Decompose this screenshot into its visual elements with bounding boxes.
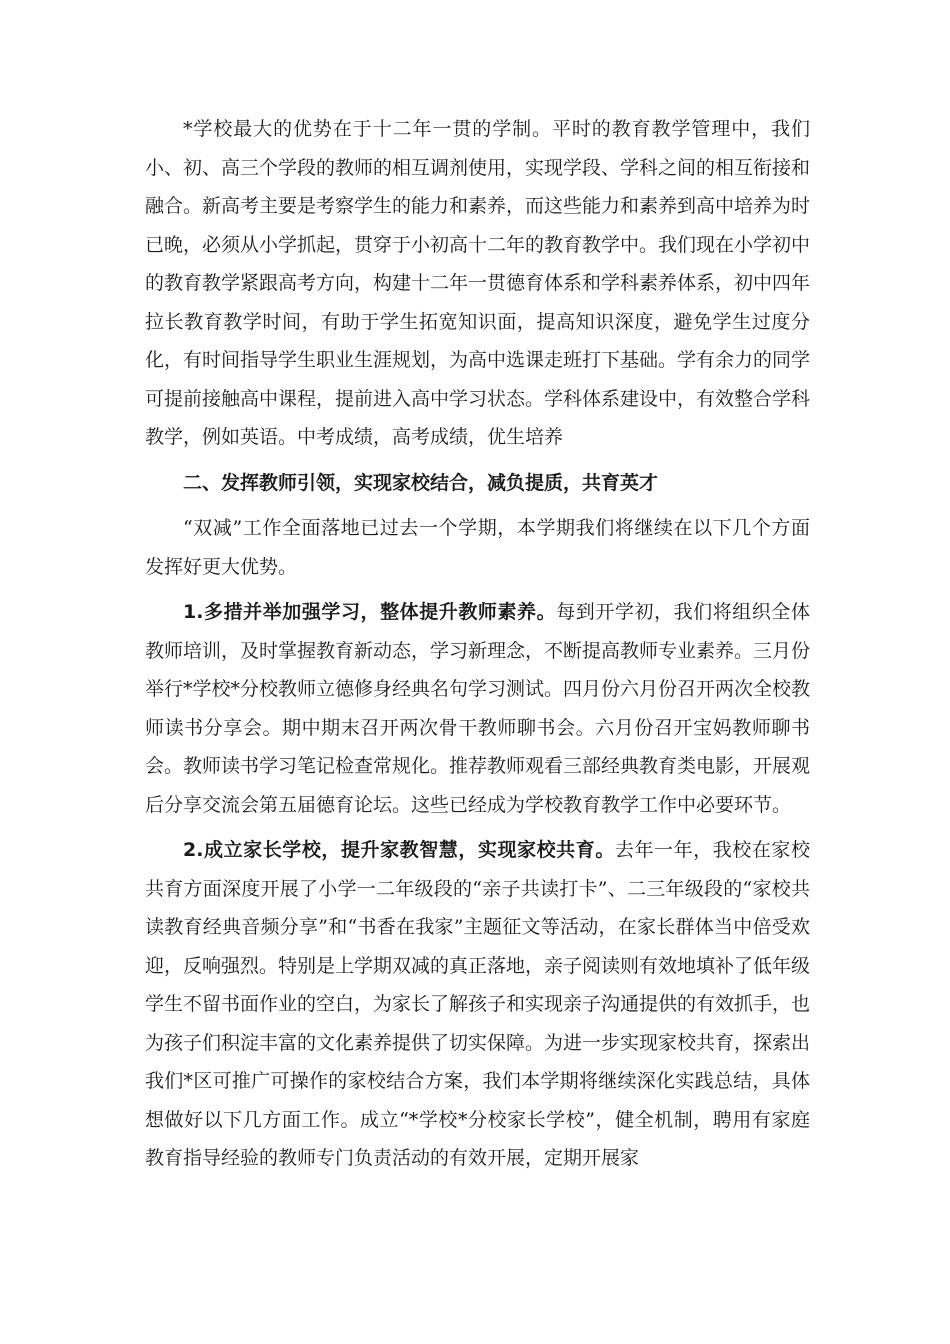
item-2-body: 去年一年，我校在家校共育方面深度开展了小学一二年级段的“亲子共读打卡”、二三年级段的“家校共读教育经典音频分享”和“书香在我家”主题征文等活动，在家长群体当中倍受欢迎，反响强烈。特别是上学期双减的真正落地，亲子阅读则有效地填补了低年级学生不留书面作业的空白，为家长了解孩子和实现亲子沟通提供的有效抓手，也为孩子们积淀丰富的文化素养提供了切实保障。为进一步实现家校共育，探索出我们*区可推广可操作的家校结合方案，我们本学期将继续深化实践总结，具体想做好以下几方面工作。成立“*学校*分校家长学校”，健全机制，聘用有家庭教育指导经验的教师专门负责活动的有效开展，定期开展家 (145, 839, 811, 1169)
paragraph-parent-school (145, 831, 810, 1178)
document-page (145, 110, 810, 1178)
item-2-lead: 2.成立家长学校，提升家教智慧，实现家校共育。 (183, 839, 615, 861)
item-1-lead: 1.多措并举加强学习，整体提升教师素养。 (183, 601, 557, 623)
paragraph-teacher-training (145, 593, 810, 824)
paragraph-double-reduction: “双减”工作全面落地已过去一个学期，本学期我们将继续在以下几个方面发挥好更大优势。 (145, 517, 810, 578)
item-1-body: 每到开学初，我们将组织全体教师培训，及时掌握教育新动态，学习新理念，不断提高教师专业素养。三月份举行*学校*分校教师立德修身经典名句学习测试。四月份六月份召开两次全校教师读书分享会。期中期末召开两次骨干教师聊书会。六月份召开宝妈教师聊书会。教师读书学习笔记检查常规化。推荐教师观看三部经典教育类电影，开展观后分享交流会第五届德育论坛。这些已经成为学校教育教学工作中必要环节。 (145, 601, 811, 816)
paragraph-school-advantage: *学校最大的优势在于十二年一贯的学制。平时的教育教学管理中，我们小、初、高三个学段的教师的相互调剂使用，实现学段、学科之间的相互衔接和融合。新高考主要是考察学生的能力和素养，而这些能力和素养到高中培养为时已晚，必须从小学抓起，贯穿于小初高十二年的教育教学中。我们现在小学初中的教育教学紧跟高考方向，构建十二年一贯德育体系和学科素养体系，初中四年拉长教育教学时间，有助于学生拓宽知识面，提高知识深度，避免学生过度分化，有时间指导学生职业生涯规划，为高中选课走班打下基础。学有余力的同学可提前接触高中课程，提前进入高中学习状态。学科体系建设中，有效整合学科教学，例如英语。中考成绩，高考成绩，优生培养 (145, 118, 811, 448)
section-heading-2: 二、发挥教师引领，实现家校结合，减负提质，共育英才 (183, 471, 659, 494)
